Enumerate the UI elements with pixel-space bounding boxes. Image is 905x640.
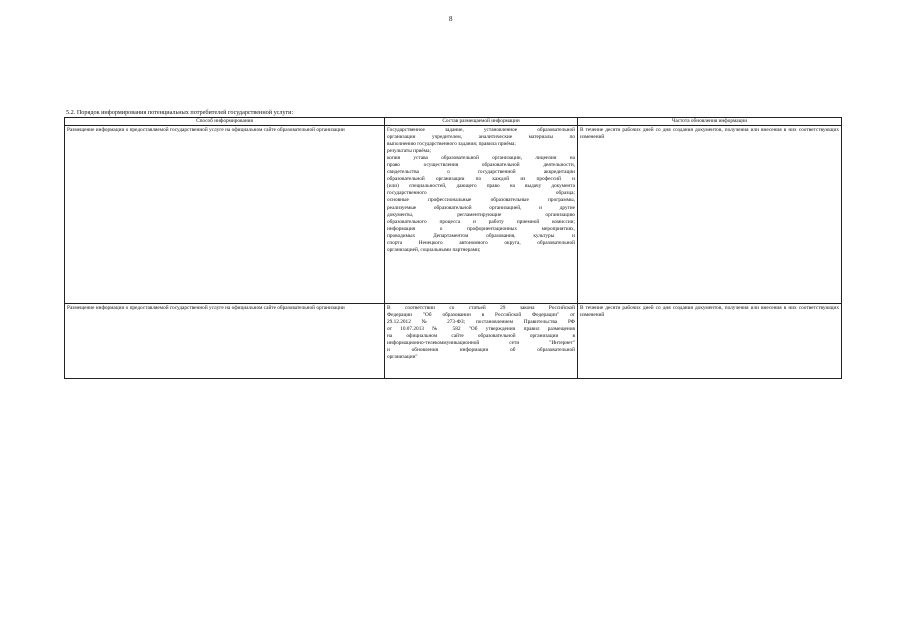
composition-line: 29.12.2012 № 273-ФЗ; постановлением Правительства РФ (387, 318, 575, 325)
page-number: 8 (449, 15, 453, 23)
header-frequency: Частота обновления информации (578, 118, 842, 126)
composition-line: информационно-телекоммуникационной сети "Интернет" (387, 339, 575, 346)
method-cell: Размещение информации о предоставляемой государственной услуге на официальном сайте образовательной организации (65, 304, 385, 379)
table-row (65, 304, 842, 379)
header-composition: Состав размещаемой информации (385, 118, 578, 126)
composition-line: проводимых Департаментом образования, культуры и (387, 232, 575, 239)
header-method: Способ информирования (65, 118, 385, 126)
composition-line: (или) специальностей, дающего право на выдачу документа (387, 183, 575, 190)
composition-line: В соответствии со статьей 29 закона Российской (387, 304, 575, 311)
composition-line: организацией, социальными партнерами; (387, 247, 481, 254)
composition-line: от 10.07.2013 № 582 "Об утверждении правил размещения (387, 325, 575, 332)
information-table (64, 117, 842, 379)
composition-line: документы, регламентирующие организацию (387, 211, 575, 218)
section-title: 5.2. Порядок информирования потенциальных потребителей государственной услуги: (66, 109, 294, 116)
table-header-row (65, 118, 842, 126)
composition-cell (385, 126, 578, 304)
composition-line: копия устава образовательной организации, лицензии на (387, 154, 575, 161)
composition-line: право осуществления образовательной деятельности, (387, 161, 575, 168)
table-row (65, 126, 842, 304)
frequency-cell: В течение десяти рабочих дней со дня создания документов, получения или внесения в них соответствующих изменений (578, 304, 842, 379)
composition-line: свидетельства о государственной аккредитации (387, 169, 575, 176)
composition-line: основные профессиональные образовательные программы, (387, 197, 575, 204)
composition-line: государственного образца; (387, 190, 575, 197)
composition-line: информация о профориентационных мероприятиях, (387, 225, 575, 232)
composition-line: образовательной организации по каждой из профессий и (387, 176, 575, 183)
composition-line: Федерации "Об образовании в Российской Федерации" от (387, 311, 575, 318)
composition-line: спорта Ненецкого автономного округа, образовательной (387, 240, 575, 246)
composition-line: выполнению государственного задания; правила приёма; (387, 140, 516, 147)
composition-line: реализуемые образовательной организацией, и другие (387, 204, 575, 211)
frequency-cell: В течение десяти рабочих дней со дня создания документов, получения или внесения в них соответствующих изменений (578, 126, 842, 304)
composition-line: Государственное задание, установленное образовательной (387, 126, 575, 133)
composition-cell (385, 304, 578, 379)
method-cell: Размещение информации о предоставляемой государственной услуге на официальном сайте образовательной организации (65, 126, 385, 304)
composition-line: образовательного процесса и работу приемной комиссии; (387, 218, 575, 225)
composition-line: на официальном сайте образовательной организации в (387, 332, 575, 339)
composition-line: организации" (387, 354, 418, 361)
composition-line: и обновления информации об образовательной (387, 347, 575, 354)
composition-line: результаты приёма; (387, 147, 431, 154)
composition-line: организации учредителем, аналитические материалы по (387, 133, 575, 140)
